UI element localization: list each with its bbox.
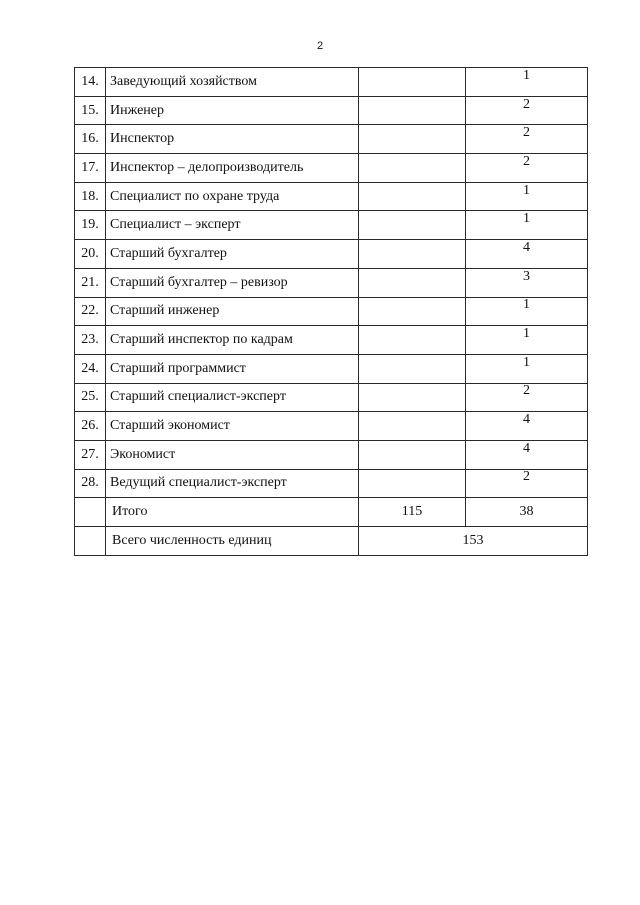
col2-value: 4: [466, 434, 588, 463]
position-name: Специалист по охране труда: [106, 182, 359, 211]
position-name: Инспектор – делопроизводитель: [106, 154, 359, 183]
col1-value: [359, 211, 466, 240]
position-name: Старший программист: [106, 354, 359, 383]
row-number: 25.: [75, 383, 106, 412]
col1-value: [359, 412, 466, 441]
row-number: 24.: [75, 354, 106, 383]
col1-value: [359, 182, 466, 211]
col2-value: 2: [466, 463, 588, 492]
col2-value: 2: [466, 377, 588, 406]
position-name: Ведущий специалист-эксперт: [106, 469, 359, 498]
col2-value: 1: [466, 320, 588, 349]
row-number: 14.: [75, 68, 106, 97]
totals-section: [75, 498, 588, 555]
col2-value: 4: [466, 234, 588, 263]
col2-value: 3: [466, 262, 588, 291]
col1-value: [359, 326, 466, 355]
row-number: 22.: [75, 297, 106, 326]
col2-value: 2: [466, 90, 588, 119]
row-number: 26.: [75, 412, 106, 441]
row-number: 21.: [75, 268, 106, 297]
position-name: Инспектор: [106, 125, 359, 154]
grand-total-row-number: [75, 527, 106, 556]
position-name: Старший инженер: [106, 297, 359, 326]
row-number: 27.: [75, 440, 106, 469]
grand-total-value: 153: [359, 527, 588, 556]
position-name: Старший экономист: [106, 412, 359, 441]
col1-value: [359, 383, 466, 412]
row-number: 19.: [75, 211, 106, 240]
col1-value: [359, 297, 466, 326]
position-name: Инженер: [106, 96, 359, 125]
col2-value: 1: [466, 176, 588, 205]
table-row: [75, 469, 588, 498]
col1-value: [359, 96, 466, 125]
position-name: Заведующий хозяйством: [106, 68, 359, 97]
col1-value: [359, 154, 466, 183]
col1-value: [359, 125, 466, 154]
col2-value: 1: [466, 62, 588, 91]
col2-value: 1: [466, 205, 588, 234]
total-row: [75, 498, 588, 527]
grand-total-label: Всего численность единиц: [106, 527, 359, 556]
row-number: 16.: [75, 125, 106, 154]
grand-total-row: [75, 527, 588, 556]
col2-value: 2: [466, 119, 588, 148]
col2-value: 4: [466, 406, 588, 435]
page-number: 2: [316, 40, 324, 52]
col1-value: [359, 68, 466, 97]
row-number: 23.: [75, 326, 106, 355]
total-col1-value: 115: [359, 498, 466, 527]
position-name: Старший бухгалтер: [106, 240, 359, 269]
staff-table: [74, 67, 588, 556]
col2-value: 1: [466, 348, 588, 377]
col2-value: 1: [466, 291, 588, 320]
staff-table-body: [75, 68, 588, 498]
total-col2-value: 38: [466, 498, 588, 527]
total-row-number: [75, 498, 106, 527]
position-name: Старший инспектор по кадрам: [106, 326, 359, 355]
col1-value: [359, 469, 466, 498]
col2-value: 2: [466, 148, 588, 177]
col1-value: [359, 440, 466, 469]
row-number: 28.: [75, 469, 106, 498]
row-number: 15.: [75, 96, 106, 125]
position-name: Старший специалист-эксперт: [106, 383, 359, 412]
position-name: Старший бухгалтер – ревизор: [106, 268, 359, 297]
row-number: 17.: [75, 154, 106, 183]
col1-value: [359, 240, 466, 269]
row-number: 18.: [75, 182, 106, 211]
position-name: Специалист – эксперт: [106, 211, 359, 240]
col1-value: [359, 354, 466, 383]
row-number: 20.: [75, 240, 106, 269]
col1-value: [359, 268, 466, 297]
total-label: Итого: [106, 498, 359, 527]
position-name: Экономист: [106, 440, 359, 469]
